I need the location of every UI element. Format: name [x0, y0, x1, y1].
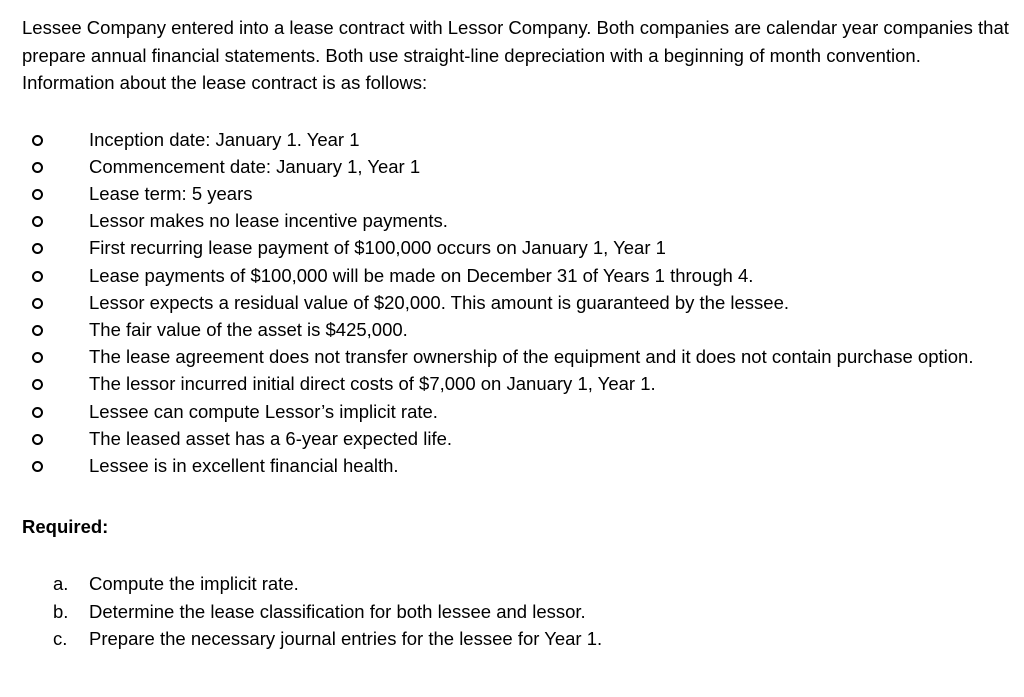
hollow-circle-bullet-icon: [32, 135, 43, 146]
list-item: [22, 370, 1012, 397]
list-item-text: Commencement date: January 1, Year 1: [89, 155, 421, 177]
required-tasks-list: [22, 570, 1012, 653]
list-item: [22, 316, 1012, 343]
list-item: [22, 262, 1012, 289]
hollow-circle-bullet-icon: [32, 298, 43, 309]
task-marker: b.: [53, 600, 69, 622]
task-marker: c.: [53, 628, 68, 650]
hollow-circle-bullet-icon: [32, 352, 43, 363]
document: [22, 14, 1012, 653]
list-item-text: The lessor incurred initial direct costs of $7,000 on January 1, Year 1.: [89, 373, 656, 395]
list-item-text: Lessee is in excellent financial health.: [89, 454, 399, 476]
required-heading: Required:: [22, 516, 109, 538]
list-item: [22, 234, 1012, 261]
task-item: [22, 625, 1012, 653]
intro-paragraph: Lessee Company entered into a lease contract with Lessor Company. Both companies are calendar year companies that prepare annual financial statements. Both use straight-line depreciation with a beginning of month convention. Information about the lease contract is as follows:: [22, 17, 1009, 93]
list-item-text: Lessee can compute Lessor’s implicit rate.: [89, 400, 438, 422]
hollow-circle-bullet-icon: [32, 189, 43, 200]
list-item-text: Lessor expects a residual value of $20,000. This amount is guaranteed by the lessee.: [89, 291, 790, 313]
list-item-text: The leased asset has a 6-year expected life.: [89, 427, 453, 449]
list-item-text: The fair value of the asset is $425,000.: [89, 318, 408, 340]
task-text: Prepare the necessary journal entries for the lessee for Year 1.: [89, 628, 603, 650]
task-text: Compute the implicit rate.: [89, 573, 299, 595]
list-item-text: Lessor makes no lease incentive payments.: [89, 210, 448, 232]
list-item: [22, 207, 1012, 234]
list-item-text: The lease agreement does not transfer ownership of the equipment and it does not contain purchase option.: [89, 346, 974, 368]
task-item: [22, 570, 1012, 598]
hollow-circle-bullet-icon: [32, 407, 43, 418]
hollow-circle-bullet-icon: [32, 216, 43, 227]
task-item: [22, 598, 1012, 626]
list-item: [22, 289, 1012, 316]
list-item: [22, 153, 1012, 180]
list-item-text: Lease term: 5 years: [89, 182, 253, 204]
hollow-circle-bullet-icon: [32, 434, 43, 445]
list-item: [22, 398, 1012, 425]
list-item: [22, 126, 1012, 153]
task-text: Determine the lease classification for both lessee and lessor.: [89, 600, 586, 622]
hollow-circle-bullet-icon: [32, 162, 43, 173]
hollow-circle-bullet-icon: [32, 461, 43, 472]
list-item: [22, 452, 1012, 479]
list-item: [22, 343, 1012, 370]
task-marker: a.: [53, 573, 69, 595]
hollow-circle-bullet-icon: [32, 243, 43, 254]
list-item-text: Lease payments of $100,000 will be made on December 31 of Years 1 through 4.: [89, 264, 754, 286]
hollow-circle-bullet-icon: [32, 271, 43, 282]
hollow-circle-bullet-icon: [32, 325, 43, 336]
list-item: [22, 425, 1012, 452]
lease-info-list: [22, 126, 1012, 480]
list-item-text: First recurring lease payment of $100,000 occurs on January 1, Year 1: [89, 237, 666, 259]
hollow-circle-bullet-icon: [32, 379, 43, 390]
list-item-text: Inception date: January 1. Year 1: [89, 128, 360, 150]
list-item: [22, 180, 1012, 207]
